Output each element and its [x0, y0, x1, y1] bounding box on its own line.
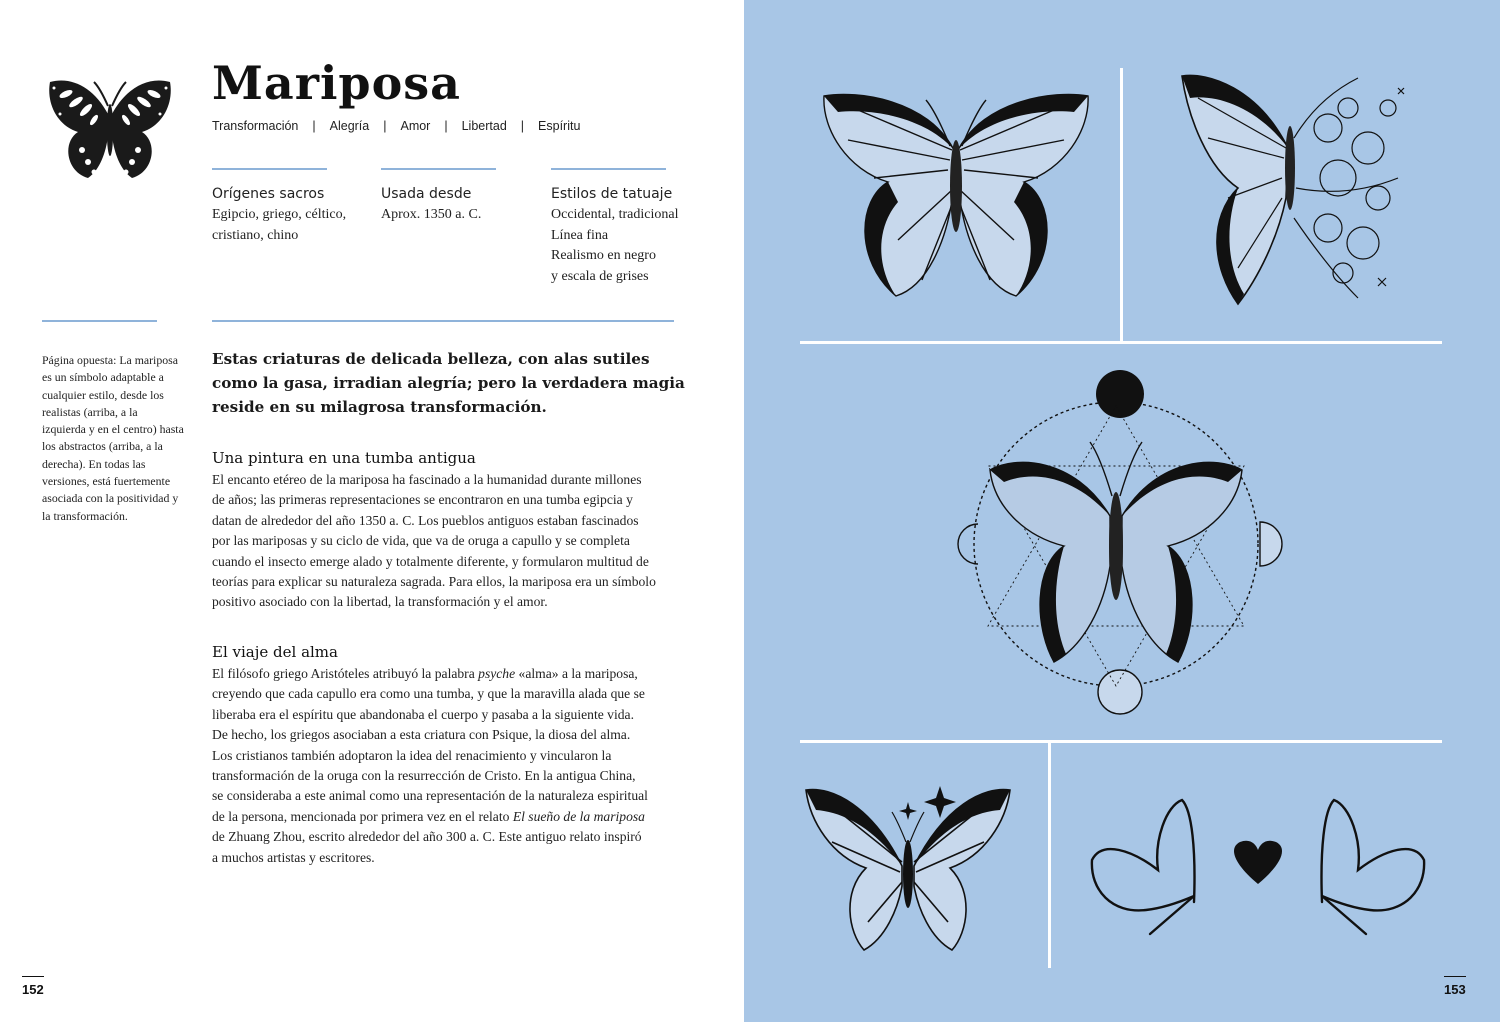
info-value: cristiano, chino: [212, 227, 299, 243]
body-line: positivo asociado con la libertad, la transformación y el amor.: [212, 594, 548, 610]
right-page: [744, 0, 1500, 1022]
fineline-butterfly-illustration: [802, 782, 1014, 956]
text-run: El filósofo griego Aristóteles atribuyó la palabra: [212, 666, 479, 681]
body-line: [212, 807, 674, 827]
page-number-rule: [1444, 976, 1466, 977]
tag: Transformación: [212, 119, 299, 133]
grid-divider: [1120, 68, 1123, 342]
info-value: y escala de grises: [551, 268, 649, 284]
lead-paragraph: Estas criaturas de delicada belleza, con alas sutiles como la gasa, irradian alegría; pero la verdadera magia reside en su milagrosa transformación.: [212, 350, 685, 416]
info-value: Occidental, tradicional: [551, 207, 679, 222]
text-run: «alma» a la mariposa,: [515, 666, 638, 681]
section-body: [212, 664, 674, 868]
body-line: de años; las primeras representaciones se encontraron en una tumba egipcia y: [212, 492, 633, 508]
body-line: El encanto etéreo de la mariposa ha fascinado a la humanidad durante millones: [212, 472, 642, 487]
divider-rule: [381, 168, 496, 170]
left-page: [0, 0, 744, 1022]
grid-divider: [1048, 742, 1051, 968]
butterfly-logo-icon: [44, 74, 176, 182]
info-value: Línea fina: [551, 227, 609, 243]
keyword-tags: Transformación | Alegría | Amor | Libertad | Espíritu: [212, 119, 581, 133]
body-line: Los cristianos también adoptaron la idea del renacimiento y vincularon la: [212, 747, 612, 763]
divider-rule: [212, 168, 327, 170]
page-title: Mariposa: [212, 56, 461, 110]
image-caption: Página opuesta: La mariposa es un símbolo adaptable a cualquier estilo, desde los realistas (arriba, a la izquierda y en el centro) hasta los abstractos (arriba, a la derecha). En todas las versiones, está fuertemente asociada con la positividad y la transformación.: [42, 353, 184, 523]
tag: Libertad: [461, 119, 507, 133]
body-line: de Zhuang Zhou, escrito alrededor del año 300 a. C. Este antiguo relato inspiró: [212, 829, 642, 845]
body-line: teorías para explicar su naturaleza sagrada. Para ellos, la mariposa era un símbolo: [212, 574, 656, 590]
info-value: Egipcio, griego, céltico,: [212, 207, 347, 222]
section-heading: El viaje del alma: [212, 643, 338, 661]
info-tattoo-styles: [551, 186, 711, 287]
grid-divider: [800, 740, 1442, 743]
info-value: Realismo en negro: [551, 248, 656, 263]
text-run: de la persona, mencionada por primera vez en el relato: [212, 808, 513, 824]
body-line: De hecho, los griegos asociaban a esta criatura con Psique, la diosa del alma.: [212, 727, 631, 743]
body-line: [212, 664, 674, 684]
tag: Alegría: [329, 119, 370, 133]
body-line: datan de alrededor del año 1350 a. C. Los pueblos antiguos estaban fascinados: [212, 512, 639, 528]
body-line: creyendo que cada capullo era como una tumba, y que la maravilla alada que se: [212, 686, 645, 702]
floral-butterfly-illustration: [1178, 68, 1414, 312]
info-heading: Orígenes sacros: [212, 186, 325, 202]
grid-divider: [800, 341, 1442, 344]
realistic-butterfly-illustration: [818, 90, 1094, 306]
body-line: se consideraba a este animal como una representación de la naturaleza espiritual: [212, 788, 648, 804]
info-used-since: [381, 186, 541, 226]
italic-title: El sueño de la mariposa: [512, 808, 645, 824]
italic-term: psyche: [478, 666, 516, 681]
sacred-geometry-butterfly-illustration: [944, 366, 1288, 718]
body-line: por las mariposas y su ciclo de vida, que va de oruga a capullo y se completa: [212, 533, 630, 549]
tag: Espíritu: [538, 119, 581, 133]
page-number: 152: [22, 982, 44, 997]
divider-rule: [551, 168, 666, 170]
info-heading: Estilos de tatuaje: [551, 186, 673, 202]
body-line: transformación de la oruga con la resurrección de Cristo. En la antigua China,: [212, 768, 636, 784]
minimal-butterflies-heart-illustration: [1084, 790, 1432, 946]
body-line: liberaba era el espíritu que abandonaba el cuerpo y pasaba a la siguiente vida.: [212, 706, 634, 722]
body-line: a muchos artistas y escritores.: [212, 849, 375, 865]
body-line: cuando el insecto emerge alado y totalmente diferente, y formularon multitud de: [212, 553, 649, 569]
info-origins: [212, 186, 372, 246]
page-number: 153: [1444, 982, 1466, 997]
divider-rule: [212, 320, 674, 322]
page-number-rule: [22, 976, 44, 977]
info-value: Aprox. 1350 a. C.: [381, 207, 482, 222]
divider-rule: [42, 320, 157, 322]
info-heading: Usada desde: [381, 186, 472, 202]
section-body: [212, 470, 674, 613]
section-heading: Una pintura en una tumba antigua: [212, 449, 476, 467]
tag: Amor: [400, 119, 431, 133]
